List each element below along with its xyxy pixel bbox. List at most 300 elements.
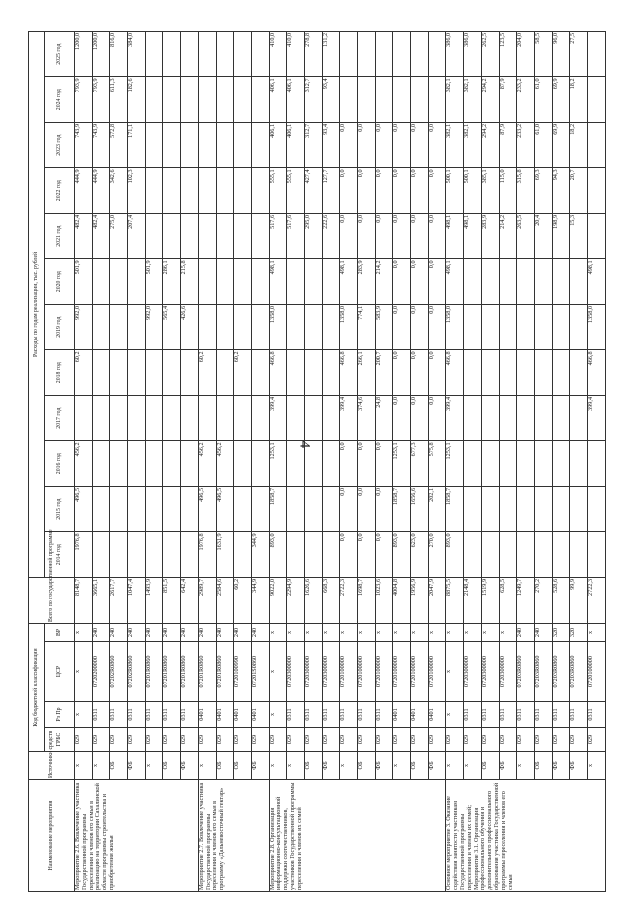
year-value-cell [163,395,181,441]
year-value-cell: 69,3 [534,168,552,214]
vr-cell: x [481,623,499,641]
vr-cell: 320 [552,623,570,641]
year-value-cell: 583,9 [375,304,393,350]
year-value-cell: 0,0 [375,168,393,214]
source-cell: ОБ [163,752,181,780]
source-cell: x [269,752,287,780]
year-value-cell: 0,0 [411,259,429,305]
year-value-cell [110,486,128,532]
year-value-cell [145,441,163,487]
year-value-cell: 215,8 [181,259,199,305]
csr-cell: 0720300000 [322,642,340,702]
csr-cell: 07201S0860 [251,642,269,702]
year-value-cell: 466,8 [269,350,287,396]
year-value-cell [216,213,234,259]
year-value-cell [570,486,588,532]
rzpr-cell: 0311 [322,702,340,728]
grbs-cell: 029 [552,728,570,752]
year-value-cell: 171,1 [128,122,146,168]
table-row [269,31,287,891]
year-value-cell: 0,0 [358,122,376,168]
year-value-cell: 793,9 [92,77,110,123]
year-value-cell: 0,0 [393,304,411,350]
year-value-cell [251,168,269,214]
vr-cell: x [411,623,429,641]
year-value-cell [163,168,181,214]
year-value-cell: 1200,0 [75,31,93,77]
measure-name: Мероприятие 2.6. Вовлечение участника Государственной программы переселения и членов его семьи в реализацию на территории Сахалинской области программы строительства и приобретения жилья [75,780,199,892]
total-cell: 1023,6 [375,577,393,623]
table-row [75,31,93,891]
year-value-cell [181,122,199,168]
year-value-cell [216,168,234,214]
year-value-cell: 0,0 [428,122,446,168]
rzpr-cell: 0311 [128,702,146,728]
year-value-cell: 200,7 [375,350,393,396]
source-cell: ФБ [428,752,446,780]
total-cell: 1249,7 [517,577,535,623]
rzpr-cell: 0311 [92,702,110,728]
year-value-cell: 466,8 [446,350,464,396]
year-value-cell [92,441,110,487]
grbs-cell: 029 [570,728,588,752]
year-value-cell [481,532,499,578]
budget-table-rotated [28,32,606,892]
year-value-cell [181,213,199,259]
csr-cell: 0720300000 [499,642,517,702]
year-value-cell [304,486,322,532]
table-row [251,31,269,891]
header-year: 2014 год [45,532,75,578]
year-value-cell: 500,1 [446,168,464,214]
vr-cell: x [428,623,446,641]
year-value-cell: 1358,0 [446,304,464,350]
table-row [587,31,605,891]
total-cell: 2148,4 [464,577,482,623]
year-value-cell [181,486,199,532]
table-row [552,31,570,891]
vr-cell: 240 [181,623,199,641]
year-value-cell [92,304,110,350]
year-value-cell [304,441,322,487]
year-value-cell [481,304,499,350]
year-value-cell [534,304,552,350]
year-value-cell: 18,2 [570,122,588,168]
year-value-cell [517,350,535,396]
csr-cell: 07201R0860 [216,642,234,702]
vr-cell: 240 [517,623,535,641]
header-year: 2024 год [45,77,75,123]
year-value-cell [570,441,588,487]
grbs-cell: 029 [375,728,393,752]
rzpr-cell: x [75,702,93,728]
year-value-cell [304,395,322,441]
vr-cell: x [499,623,517,641]
year-value-cell: 0,0 [411,350,429,396]
year-value-cell: 312,7 [304,122,322,168]
year-value-cell [322,441,340,487]
year-value-cell: 410,0 [287,31,305,77]
vr-cell: 240 [145,623,163,641]
year-value-cell [499,259,517,305]
vr-cell: x [375,623,393,641]
year-value-cell: 426,6 [181,304,199,350]
year-value-cell [322,304,340,350]
year-value-cell: 1358,0 [340,304,358,350]
source-cell: ФБ [181,752,199,780]
year-value-cell [251,304,269,350]
grbs-cell: 029 [287,728,305,752]
csr-cell: 07201R0860 [198,642,216,702]
year-value-cell: 20,7 [570,168,588,214]
year-value-cell [181,31,199,77]
year-value-cell [464,532,482,578]
year-value-cell: 94,3 [552,168,570,214]
total-cell: 9022,0 [269,577,287,623]
table-row [234,31,252,891]
grbs-cell: 029 [216,728,234,752]
rzpr-cell: 0401 [428,702,446,728]
total-cell: 344,9 [251,577,269,623]
csr-cell: 0720300000 [287,642,305,702]
year-value-cell [499,350,517,396]
year-value-cell [128,395,146,441]
year-value-cell: 399,4 [269,395,287,441]
table-row [428,31,446,891]
page-number: 4 [296,440,313,449]
measure-name: Мероприятие 2.8. Организация информационно-консультационной поддержки соотечественников, участников Государственной программы переселения и членов их семей [269,780,446,892]
vr-cell: 240 [216,623,234,641]
year-value-cell: 1200,0 [92,31,110,77]
rzpr-cell: x [446,702,464,728]
source-cell: ОБ [358,752,376,780]
year-value-cell: 498,1 [269,259,287,305]
source-cell: x [75,752,93,780]
year-value-cell [128,304,146,350]
grbs-cell: 029 [393,728,411,752]
year-value-cell [464,304,482,350]
rzpr-cell: 0311 [464,702,482,728]
year-value-cell: 743,9 [92,122,110,168]
vr-cell: x [322,623,340,641]
year-value-cell: 263,5 [517,213,535,259]
rzpr-cell: 0401 [234,702,252,728]
year-value-cell: 382,1 [446,77,464,123]
year-value-cell [234,31,252,77]
year-value-cell [234,168,252,214]
csr-cell: 0720100000 [340,642,358,702]
header-year: 2025 год [45,31,75,77]
year-value-cell: 115,0 [499,168,517,214]
source-cell: x [393,752,411,780]
source-cell: ОБ [534,752,552,780]
year-value-cell: 1253,1 [393,441,411,487]
table-row [128,31,146,891]
year-value-cell [145,213,163,259]
rzpr-cell: 0311 [552,702,570,728]
year-value-cell: 93,4 [322,122,340,168]
year-value-cell: 0,0 [375,486,393,532]
year-value-cell: 0,0 [393,350,411,396]
year-value-cell: 60,2 [75,350,93,396]
year-value-cell [145,486,163,532]
header-budget-code: Код бюджетной классификации [29,623,45,751]
total-cell: 3665,1 [92,577,110,623]
year-value-cell: 444,9 [75,168,93,214]
year-value-cell: 0,0 [375,213,393,259]
year-value-cell [92,486,110,532]
csr-cell: x [446,642,464,702]
source-cell: x [287,752,305,780]
csr-cell: 07203R0860 [517,642,535,702]
year-value-cell: 498,1 [446,213,464,259]
table-row [145,31,163,891]
year-value-cell [110,259,128,305]
year-value-cell: 611,3 [110,77,128,123]
source-cell: ФБ [375,752,393,780]
csr-cell: x [75,642,93,702]
year-value-cell [552,486,570,532]
grbs-cell: 029 [446,728,464,752]
year-value-cell [251,31,269,77]
year-value-cell: 87,9 [499,122,517,168]
year-value-cell [587,213,605,259]
year-value-cell: 0,0 [428,168,446,214]
csr-cell: 0720100000 [587,642,605,702]
grbs-cell: 029 [198,728,216,752]
vr-cell: x [75,623,93,641]
year-value-cell: 517,6 [269,213,287,259]
year-value-cell [587,532,605,578]
header-year: 2019 год [45,304,75,350]
header-csr: ЦСР [45,642,75,702]
year-value-cell [411,77,429,123]
year-value-cell: 501,9 [75,259,93,305]
year-value-cell [304,350,322,396]
total-cell: 99,9 [570,577,588,623]
year-value-cell: 87,9 [499,77,517,123]
header-year: 2017 год [45,395,75,441]
year-value-cell: 0,0 [428,350,446,396]
year-value-cell: 565,4 [163,304,181,350]
year-value-cell: 384,0 [128,31,146,77]
rzpr-cell: 0311 [145,702,163,728]
table-row [411,31,429,891]
year-value-cell [481,350,499,396]
total-cell: 1698,7 [358,577,376,623]
header-grbs: ГРБС [45,728,75,752]
source-cell: x [145,752,163,780]
year-value-cell: 456,2 [198,441,216,487]
source-cell: x [517,752,535,780]
year-value-cell: 0,0 [428,259,446,305]
measure-name: Мероприятие 2.7. Вовлечение участника Государственной программы переселения и членов его семьи в программу «Дальневосточный гектар» [198,780,269,892]
grbs-cell: 029 [534,728,552,752]
year-value-cell: 555,1 [269,168,287,214]
vr-cell: 240 [251,623,269,641]
year-value-cell: 342,6 [110,168,128,214]
year-value-cell [163,486,181,532]
rzpr-cell: 0401 [216,702,234,728]
year-value-cell [322,532,340,578]
year-value-cell: 496,5 [75,486,93,532]
header-year: 2020 год [45,259,75,305]
year-value-cell: 992,0 [145,304,163,350]
year-value-cell [145,350,163,396]
year-value-cell [428,31,446,77]
year-value-cell: 127,7 [322,168,340,214]
year-value-cell [110,304,128,350]
year-value-cell [322,259,340,305]
year-value-cell: 374,6 [358,395,376,441]
year-value-cell [287,395,305,441]
year-value-cell: 0,0 [411,168,429,214]
year-value-cell: 102,3 [128,168,146,214]
year-value-cell [534,350,552,396]
year-value-cell: 482,4 [75,213,93,259]
year-value-cell: 575,8 [428,441,446,487]
year-value-cell [393,77,411,123]
year-value-cell [534,486,552,532]
table-row [375,31,393,891]
source-cell: ФБ [251,752,269,780]
year-value-cell [198,122,216,168]
vr-cell: x [446,623,464,641]
year-value-cell: 382,1 [464,77,482,123]
year-value-cell: 406,1 [287,77,305,123]
year-value-cell [110,441,128,487]
source-cell: ОБ [110,752,128,780]
total-cell: 1956,9 [411,577,429,623]
year-value-cell: 0,0 [428,395,446,441]
year-value-cell [92,395,110,441]
year-value-cell [251,441,269,487]
year-value-cell [393,31,411,77]
year-value-cell [181,77,199,123]
year-value-cell: 1976,8 [198,532,216,578]
year-value-cell: 410,0 [269,31,287,77]
year-value-cell: 501,9 [145,259,163,305]
header-year: 2016 год [45,441,75,487]
year-value-cell [534,532,552,578]
table-row [358,31,376,891]
vr-cell: 240 [234,623,252,641]
year-value-cell [499,304,517,350]
year-value-cell [287,304,305,350]
year-value-cell [587,486,605,532]
year-value-cell [322,395,340,441]
year-value-cell [570,304,588,350]
source-cell: x [92,752,110,780]
year-value-cell [216,31,234,77]
rzpr-cell: 0311 [340,702,358,728]
vr-cell: 240 [128,623,146,641]
year-value-cell [287,486,305,532]
rzpr-cell: 0311 [534,702,552,728]
year-value-cell [570,259,588,305]
year-value-cell: 498,1 [464,213,482,259]
source-cell: ОБ [304,752,322,780]
year-value-cell: 0,0 [411,213,429,259]
year-value-cell: 1858,7 [269,486,287,532]
total-cell: 851,5 [163,577,181,623]
year-value-cell [145,395,163,441]
header-year: 2018 год [45,350,75,396]
table-row [499,31,517,891]
year-value-cell: 893,0 [269,532,287,578]
year-value-cell: 0,0 [393,259,411,305]
vr-cell: 240 [534,623,552,641]
year-value-cell: 1358,0 [269,304,287,350]
year-value-cell: 496,5 [198,486,216,532]
year-value-cell [234,395,252,441]
year-value-cell [216,259,234,305]
year-value-cell [340,77,358,123]
total-cell: 2584,6 [216,577,234,623]
total-cell: 1493,9 [145,577,163,623]
vr-cell: 240 [198,623,216,641]
csr-cell: 07201R0860 [145,642,163,702]
csr-cell: 0720300000 [304,642,322,702]
rzpr-cell: 0311 [481,702,499,728]
year-value-cell [517,486,535,532]
year-value-cell: 498,1 [446,259,464,305]
year-value-cell: 1253,1 [446,441,464,487]
year-value-cell: 482,4 [92,213,110,259]
table-row [340,31,358,891]
csr-cell: 0720100000 [428,642,446,702]
year-value-cell: 0,0 [340,532,358,578]
year-value-cell [587,441,605,487]
year-value-cell [251,213,269,259]
total-cell: 2722,3 [340,577,358,623]
year-value-cell [128,532,146,578]
year-value-cell: 315,8 [517,168,535,214]
vr-cell: x [287,623,305,641]
table-row [393,31,411,891]
grbs-cell: 029 [428,728,446,752]
rzpr-cell: 0311 [499,702,517,728]
year-value-cell [251,259,269,305]
year-value-cell [163,213,181,259]
year-value-cell [163,532,181,578]
csr-cell: 07203R0860 [570,642,588,702]
csr-cell: 07202R0860 [128,642,146,702]
year-value-cell [145,168,163,214]
year-value-cell: 456,2 [216,441,234,487]
year-value-cell: 0,0 [428,213,446,259]
year-value-cell [499,486,517,532]
year-value-cell [163,77,181,123]
year-value-cell [216,77,234,123]
table-row [446,31,464,891]
year-value-cell: 266,1 [358,350,376,396]
year-value-cell [181,395,199,441]
total-cell: 2989,7 [198,577,216,623]
year-value-cell: 0,0 [393,168,411,214]
source-cell: x [464,752,482,780]
total-cell: 2294,9 [287,577,305,623]
year-value-cell: 498,1 [340,259,358,305]
year-value-cell [464,395,482,441]
vr-cell: 320 [570,623,588,641]
year-value-cell [198,31,216,77]
year-value-cell: 0,0 [340,486,358,532]
year-value-cell [234,304,252,350]
year-value-cell: 399,4 [446,395,464,441]
table-row [481,31,499,891]
year-value-cell [517,395,535,441]
